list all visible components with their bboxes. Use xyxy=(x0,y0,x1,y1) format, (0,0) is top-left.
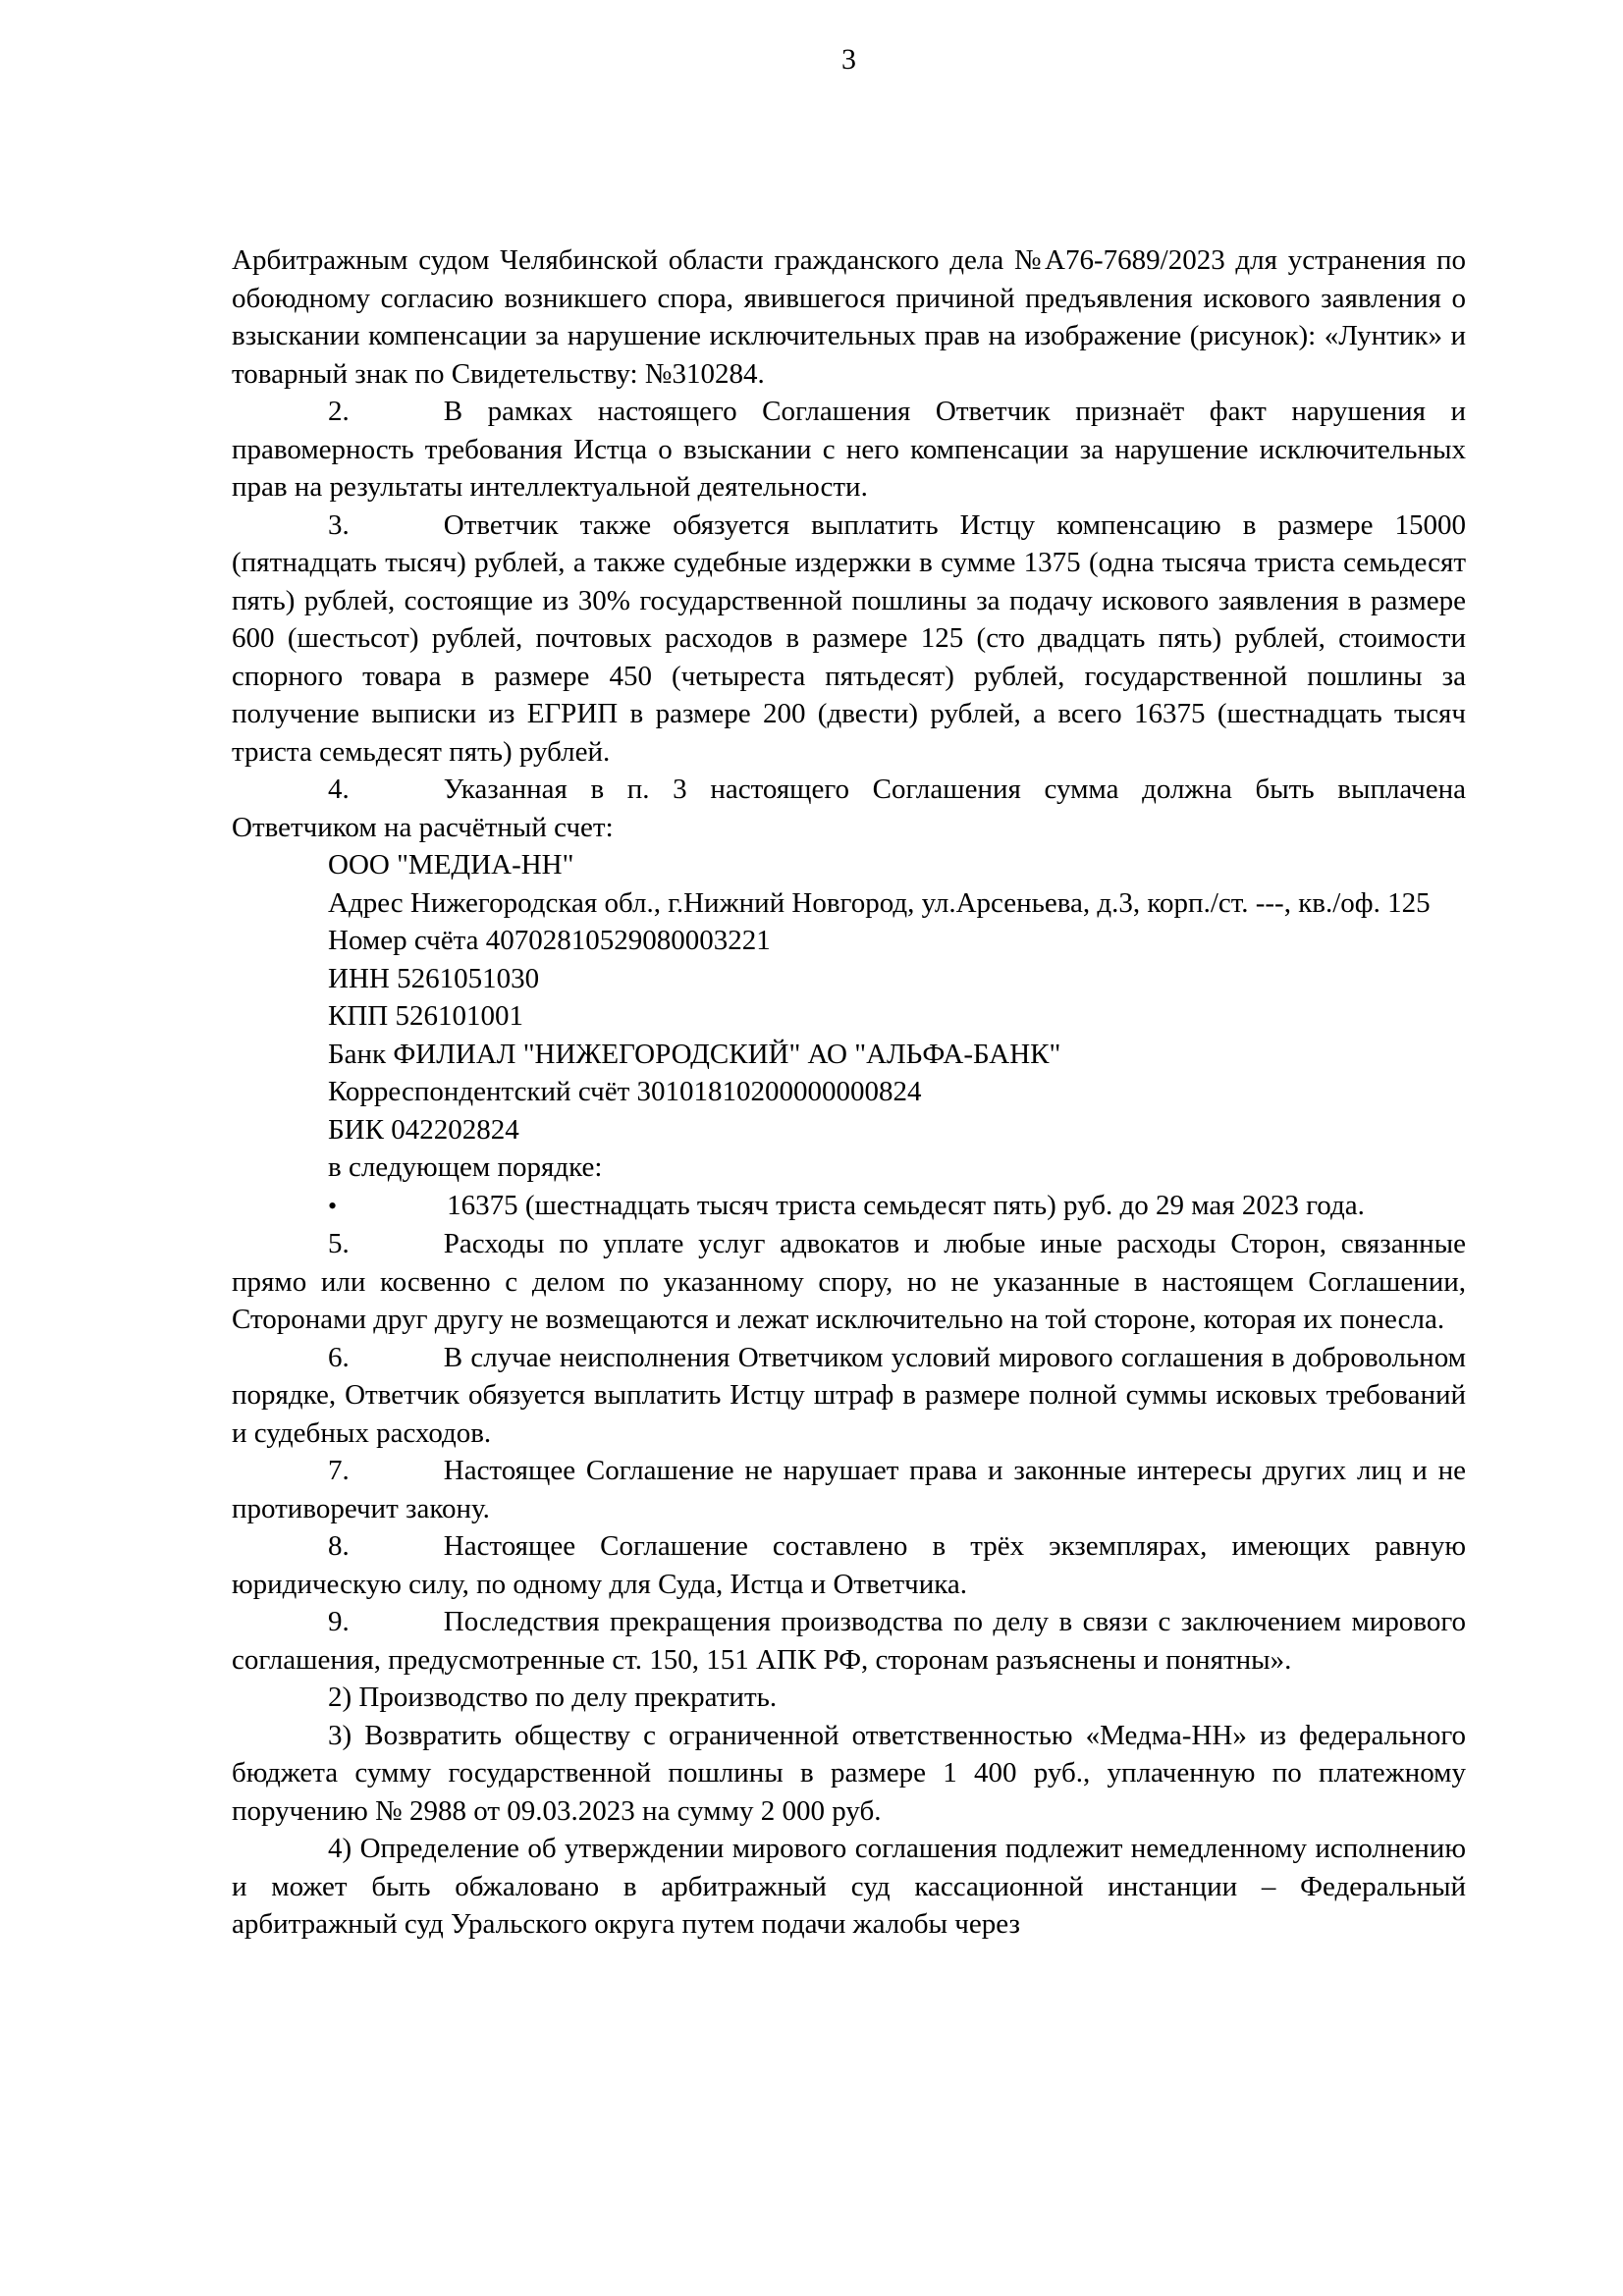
paragraph: Корреспондентский счёт 30101810200000000824 xyxy=(328,1076,922,1107)
paragraph: Адрес Нижегородская обл., г.Нижний Новгород, ул.Арсеньева, д.3, корп./ст. ---, кв./оф. 125 xyxy=(328,886,1431,919)
paragraph: ИНН 5261051030 xyxy=(328,962,540,994)
paragraph: ООО "МЕДИА-НН" xyxy=(328,849,574,881)
paragraph-number: 8. xyxy=(328,1530,350,1562)
paragraph-number: 7. xyxy=(328,1455,350,1486)
paragraph: 4) Определение об утверждении мирового соглашения подлежит немедленному исполнению и может быть обжаловано в арбитражный суд кассационной инстанции – Федеральный арбитражный суд Уральского округа путем подачи жалобы через xyxy=(232,1833,1466,1940)
paragraph-number: 3. xyxy=(328,508,350,541)
paragraph xyxy=(232,1603,1466,1679)
page-number: 3 xyxy=(841,43,856,76)
paragraph xyxy=(232,1187,1466,1226)
paragraph: БИК 042202824 xyxy=(328,1113,519,1146)
paragraph-number: 9. xyxy=(328,1606,350,1637)
paragraph: Арбитражным судом Челябинской области гражданского дела №А76-7689/2023 для устранения по обоюдному согласию возникшего спора, явившегося причиной предъявления искового заявления о взыскании компенсации за нарушение исключительных прав на изображение (рисунок): «Лунтик» и товарный знак по Свидетельству: №310284. xyxy=(232,244,1466,390)
paragraph-number: 2. xyxy=(328,396,350,427)
paragraph xyxy=(232,1527,1466,1603)
paragraph-text: Ответчик также обязуется выплатить Истцу компенсацию в размере 15000 (пятнадцать тысяч) рублей, а также судебные издержки в сумме 1375 (одна тысяча триста семьдесят пять) рублей, состоящие из 30% государственной пошлины за подачу искового заявления в размере 600 (шестьсот) рублей, почтовых расходов в размере 125 (сто двадцать пять) рублей, стоимости спорного товара в размере 450 (четыреста пятьдесят) рублей, государственной пошлины за получение выписки из ЕГРИП в размере 200 (двести) рублей, а всего 16375 (шестнадцать тысяч триста семьдесят пять) рублей. xyxy=(232,508,1466,768)
paragraph xyxy=(232,1452,1466,1527)
paragraph-number: 5. xyxy=(328,1228,350,1259)
paragraph-text: В рамках настоящего Соглашения Ответчик признаёт факт нарушения и правомерность требования Истца о взыскании с него компенсации за нарушение исключительных прав на результаты интеллектуальной деятельности. xyxy=(232,396,1466,503)
paragraph: в следующем порядке: xyxy=(328,1151,603,1183)
document-body xyxy=(232,241,1466,1944)
paragraph: Банк ФИЛИАЛ "НИЖЕГОРОДСКИЙ" АО "АЛЬФА-БАНК" xyxy=(328,1038,1061,1070)
paragraph xyxy=(232,1339,1466,1453)
paragraph: 2) Производство по делу прекратить. xyxy=(328,1682,778,1713)
paragraph xyxy=(232,771,1466,846)
paragraph-text: Последствия прекращения производства по делу в связи с заключением мирового соглашения, предусмотренные ст. 150, 151 АПК РФ, сторонам разъяснены и понятны». xyxy=(232,1606,1466,1676)
bullet-icon: • xyxy=(328,1191,338,1220)
paragraph-text: В случае неисполнения Ответчиком условий мирового соглашения в добровольном порядке, Ответчик обязуется выплатить Истцу штраф в размере полной суммы исковых требований и судебных расходов. xyxy=(232,1341,1466,1449)
paragraph-text: Расходы по уплате услуг адвокатов и любые иные расходы Сторон, связанные прямо или косвенно с делом по указанному спору, но не указанные в настоящем Соглашении, Сторонами друг другу не возмещаются и лежат исключительно на той стороне, которая их понесла. xyxy=(232,1228,1466,1335)
paragraph-number: 4. xyxy=(328,774,350,805)
paragraph-number: 6. xyxy=(328,1341,350,1373)
paragraph: 3) Возвратить обществу с ограниченной ответственностью «Медма-НН» из федерального бюджета сумму государственной пошлины в размере 1 400 руб., уплаченную по платежному поручению № 2988 от 09.03.2023 на сумму 2 000 руб. xyxy=(232,1719,1466,1827)
paragraph: Номер счёта 40702810529080003221 xyxy=(328,925,771,956)
paragraph-text: 16375 (шестнадцать тысяч триста семьдесят пять) руб. до 29 мая 2023 года. xyxy=(447,1189,1365,1221)
paragraph-text: Настоящее Соглашение составлено в трёх экземплярах, имеющих равную юридическую силу, по одному для Суда, Истца и Ответчика. xyxy=(232,1530,1466,1600)
paragraph-text: Указанная в п. 3 настоящего Соглашения сумма должна быть выплачена Ответчиком на расчётный счет: xyxy=(232,774,1466,843)
paragraph-text: Настоящее Соглашение не нарушает права и законные интересы других лиц и не противоречит закону. xyxy=(232,1455,1466,1524)
paragraph: КПП 526101001 xyxy=(328,1000,523,1032)
paragraph xyxy=(232,507,1466,772)
paragraph xyxy=(232,1225,1466,1339)
paragraph xyxy=(232,393,1466,507)
